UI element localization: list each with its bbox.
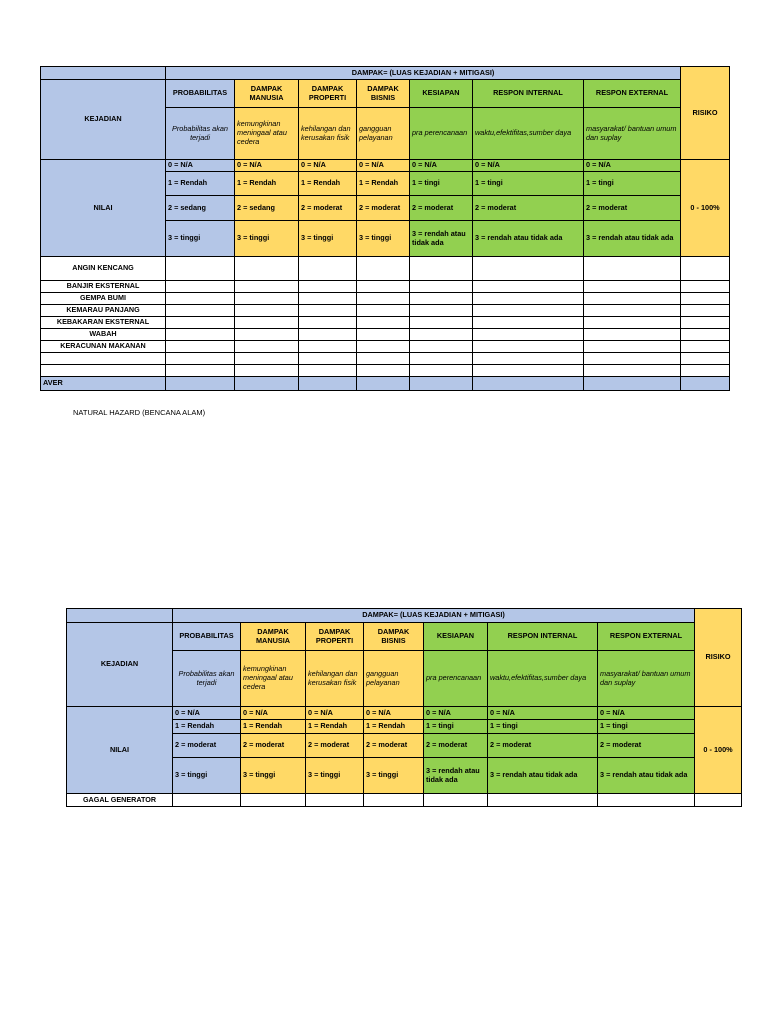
level-cell: 2 = moderat bbox=[241, 734, 306, 758]
table-row bbox=[41, 341, 730, 353]
input-cell[interactable] bbox=[299, 257, 357, 281]
input-cell[interactable] bbox=[410, 353, 473, 365]
level-cell: 1 = Rendah bbox=[364, 720, 424, 734]
input-cell[interactable] bbox=[357, 281, 410, 293]
level-cell: 3 = tinggi bbox=[173, 758, 241, 794]
level-cell: 3 = rendah atau tidak ada bbox=[598, 758, 695, 794]
level-cell: 1 = Rendah bbox=[173, 720, 241, 734]
level-cell: 3 = tinggi bbox=[241, 758, 306, 794]
level-cell: 2 = moderat bbox=[584, 196, 681, 221]
input-cell[interactable] bbox=[681, 305, 730, 317]
event-label: GAGAL GENERATOR bbox=[67, 794, 173, 807]
level-cell: 3 = rendah atau tidak ada bbox=[488, 758, 598, 794]
average-cell[interactable] bbox=[235, 377, 299, 391]
input-cell[interactable] bbox=[166, 305, 235, 317]
input-cell[interactable] bbox=[166, 341, 235, 353]
input-cell[interactable] bbox=[357, 341, 410, 353]
input-cell[interactable] bbox=[410, 293, 473, 305]
dampak-manusia-header: DAMPAK MANUSIA bbox=[235, 80, 299, 108]
respon-external-desc: masyarakat/ bantuan umum dan suplay bbox=[584, 108, 681, 160]
kesiapan-desc: pra perencanaan bbox=[424, 651, 488, 707]
input-cell[interactable] bbox=[357, 317, 410, 329]
input-cell[interactable] bbox=[681, 341, 730, 353]
input-cell[interactable] bbox=[299, 341, 357, 353]
input-cell[interactable] bbox=[473, 281, 584, 293]
dampak-bisnis-header: DAMPAK BISNIS bbox=[364, 623, 424, 651]
input-cell[interactable] bbox=[166, 329, 235, 341]
level-cell: 1 = tingi bbox=[488, 720, 598, 734]
dampak-properti-header: DAMPAK PROPERTI bbox=[299, 80, 357, 108]
level-cell: 2 = moderat bbox=[410, 196, 473, 221]
respon-internal-desc: waktu,efektifitas,sumber daya bbox=[473, 108, 584, 160]
kesiapan-desc: pra perencanaan bbox=[410, 108, 473, 160]
respon-external-header: RESPON EXTERNAL bbox=[584, 80, 681, 108]
event-label: KERACUNAN MAKANAN bbox=[41, 341, 166, 353]
corner-cell bbox=[67, 609, 173, 623]
level-cell: 3 = tinggi bbox=[166, 221, 235, 257]
table-row bbox=[41, 305, 730, 317]
level-cell: 0 = N/A bbox=[410, 160, 473, 172]
respon-external-header: RESPON EXTERNAL bbox=[598, 623, 695, 651]
probabilitas-header: PROBABILITAS bbox=[173, 623, 241, 651]
input-cell[interactable] bbox=[584, 281, 681, 293]
average-cell[interactable] bbox=[357, 377, 410, 391]
input-cell[interactable] bbox=[357, 293, 410, 305]
input-cell[interactable] bbox=[235, 353, 299, 365]
level-cell: 3 = rendah atau tidak ada bbox=[584, 221, 681, 257]
level-cell: 0 = N/A bbox=[598, 707, 695, 720]
input-cell[interactable] bbox=[410, 281, 473, 293]
input-cell[interactable] bbox=[235, 329, 299, 341]
event-label: BANJIR EKSTERNAL bbox=[41, 281, 166, 293]
nilai-label: NILAI bbox=[41, 160, 166, 257]
level-cell: 1 = tingi bbox=[424, 720, 488, 734]
input-cell[interactable] bbox=[235, 305, 299, 317]
level-cell: 3 = tinggi bbox=[235, 221, 299, 257]
level-cell: 0 = N/A bbox=[488, 707, 598, 720]
level-cell: 2 = moderat bbox=[357, 196, 410, 221]
input-cell[interactable] bbox=[410, 317, 473, 329]
probabilitas-desc: Probabilitas akan terjadi bbox=[166, 108, 235, 160]
input-cell[interactable] bbox=[357, 329, 410, 341]
table-row bbox=[67, 794, 742, 807]
input-cell[interactable] bbox=[235, 281, 299, 293]
kesiapan-header: KESIAPAN bbox=[410, 80, 473, 108]
dampak-properti-desc: kehilangan dan kerusakan fisik bbox=[299, 108, 357, 160]
input-cell[interactable] bbox=[235, 341, 299, 353]
average-label: AVER bbox=[41, 377, 166, 391]
probabilitas-header: PROBABILITAS bbox=[166, 80, 235, 108]
level-cell: 3 = tinggi bbox=[357, 221, 410, 257]
average-cell[interactable] bbox=[681, 377, 730, 391]
risiko-range: 0 - 100% bbox=[681, 160, 730, 257]
input-cell[interactable] bbox=[166, 293, 235, 305]
risiko-range: 0 - 100% bbox=[695, 707, 742, 794]
level-cell: 0 = N/A bbox=[299, 160, 357, 172]
event-label: KEBAKARAN EKSTERNAL bbox=[41, 317, 166, 329]
input-cell[interactable] bbox=[584, 293, 681, 305]
level-cell: 2 = sedang bbox=[166, 196, 235, 221]
input-cell[interactable] bbox=[166, 257, 235, 281]
table-row bbox=[41, 257, 730, 281]
input-cell[interactable] bbox=[681, 293, 730, 305]
average-cell[interactable] bbox=[410, 377, 473, 391]
input-cell[interactable] bbox=[681, 281, 730, 293]
level-cell: 0 = N/A bbox=[364, 707, 424, 720]
respon-internal-desc: waktu,efektifitas,sumber daya bbox=[488, 651, 598, 707]
input-cell[interactable] bbox=[410, 341, 473, 353]
input-cell[interactable] bbox=[241, 794, 306, 807]
average-cell[interactable] bbox=[166, 377, 235, 391]
average-cell[interactable] bbox=[584, 377, 681, 391]
dampak-manusia-desc: kemungkinan meningaal atau cedera bbox=[241, 651, 306, 707]
level-cell: 3 = rendah atau tidak ada bbox=[410, 221, 473, 257]
input-cell[interactable] bbox=[681, 317, 730, 329]
nilai-label: NILAI bbox=[67, 707, 173, 794]
level-cell: 3 = rendah atau tidak ada bbox=[473, 221, 584, 257]
input-cell[interactable] bbox=[299, 293, 357, 305]
event-label: KEMARAU PANJANG bbox=[41, 305, 166, 317]
table-row bbox=[41, 329, 730, 341]
respon-external-desc: masyarakat/ bantuan umum dan suplay bbox=[598, 651, 695, 707]
kesiapan-header: KESIAPAN bbox=[424, 623, 488, 651]
table-row bbox=[41, 317, 730, 329]
input-cell[interactable] bbox=[166, 353, 235, 365]
dampak-bisnis-desc: gangguan pelayanan bbox=[357, 108, 410, 160]
input-cell[interactable] bbox=[357, 353, 410, 365]
level-cell: 1 = Rendah bbox=[357, 172, 410, 196]
level-cell: 3 = tinggi bbox=[306, 758, 364, 794]
event-label: GEMPA BUMI bbox=[41, 293, 166, 305]
input-cell[interactable] bbox=[235, 293, 299, 305]
input-cell[interactable] bbox=[598, 794, 695, 807]
input-cell[interactable] bbox=[166, 281, 235, 293]
input-cell[interactable] bbox=[584, 317, 681, 329]
table-row bbox=[41, 365, 730, 377]
risk-table-technology-hazard bbox=[66, 608, 742, 807]
level-cell: 1 = tingi bbox=[473, 172, 584, 196]
event-label: ANGIN KENCANG bbox=[41, 257, 166, 281]
level-cell: 2 = moderat bbox=[424, 734, 488, 758]
level-cell: 0 = N/A bbox=[424, 707, 488, 720]
level-cell: 2 = sedang bbox=[235, 196, 299, 221]
input-cell[interactable] bbox=[410, 329, 473, 341]
input-cell[interactable] bbox=[681, 329, 730, 341]
input-cell[interactable] bbox=[473, 365, 584, 377]
table-row bbox=[41, 281, 730, 293]
input-cell[interactable] bbox=[424, 794, 488, 807]
input-cell[interactable] bbox=[299, 365, 357, 377]
level-cell: 2 = moderat bbox=[473, 196, 584, 221]
input-cell[interactable] bbox=[584, 329, 681, 341]
input-cell[interactable] bbox=[235, 257, 299, 281]
sheet-tab-label: NATURAL HAZARD (BENCANA ALAM) bbox=[66, 405, 212, 420]
input-cell[interactable] bbox=[473, 353, 584, 365]
dampak-bisnis-header: DAMPAK BISNIS bbox=[357, 80, 410, 108]
corner-cell bbox=[41, 67, 166, 80]
level-cell: 1 = Rendah bbox=[306, 720, 364, 734]
input-cell[interactable] bbox=[364, 794, 424, 807]
level-cell: 3 = tinggi bbox=[364, 758, 424, 794]
level-cell: 0 = N/A bbox=[241, 707, 306, 720]
input-cell[interactable] bbox=[173, 794, 241, 807]
kejadian-header: KEJADIAN bbox=[67, 623, 173, 707]
event-rows bbox=[41, 257, 730, 377]
input-cell[interactable] bbox=[235, 365, 299, 377]
input-cell[interactable] bbox=[306, 794, 364, 807]
risk-table-natural-hazard bbox=[40, 66, 730, 391]
dampak-title: DAMPAK= (LUAS KEJADIAN + MITIGASI) bbox=[173, 609, 695, 623]
input-cell[interactable] bbox=[299, 305, 357, 317]
level-cell: 1 = tingi bbox=[584, 172, 681, 196]
input-cell[interactable] bbox=[357, 257, 410, 281]
input-cell[interactable] bbox=[166, 317, 235, 329]
input-cell[interactable] bbox=[473, 293, 584, 305]
level-cell: 0 = N/A bbox=[235, 160, 299, 172]
input-cell[interactable] bbox=[410, 365, 473, 377]
level-cell: 1 = Rendah bbox=[299, 172, 357, 196]
dampak-manusia-desc: kemungkinan meningaal atau cedera bbox=[235, 108, 299, 160]
probabilitas-desc: Probabilitas akan terjadi bbox=[173, 651, 241, 707]
level-cell: 0 = N/A bbox=[166, 160, 235, 172]
input-cell[interactable] bbox=[357, 365, 410, 377]
input-cell[interactable] bbox=[584, 257, 681, 281]
level-cell: 3 = tinggi bbox=[299, 221, 357, 257]
input-cell[interactable] bbox=[473, 329, 584, 341]
input-cell[interactable] bbox=[235, 317, 299, 329]
input-cell[interactable] bbox=[473, 317, 584, 329]
level-cell: 1 = tingi bbox=[598, 720, 695, 734]
event-label: WABAH bbox=[41, 329, 166, 341]
dampak-properti-header: DAMPAK PROPERTI bbox=[306, 623, 364, 651]
event-label bbox=[41, 365, 166, 377]
input-cell[interactable] bbox=[488, 794, 598, 807]
input-cell[interactable] bbox=[473, 257, 584, 281]
input-cell[interactable] bbox=[166, 365, 235, 377]
kejadian-header: KEJADIAN bbox=[41, 80, 166, 160]
level-cell: 1 = Rendah bbox=[241, 720, 306, 734]
level-cell: 0 = N/A bbox=[306, 707, 364, 720]
event-label bbox=[41, 353, 166, 365]
input-cell[interactable] bbox=[695, 794, 742, 807]
level-cell: 1 = Rendah bbox=[166, 172, 235, 196]
input-cell[interactable] bbox=[410, 257, 473, 281]
average-cell[interactable] bbox=[299, 377, 357, 391]
input-cell[interactable] bbox=[681, 353, 730, 365]
input-cell[interactable] bbox=[584, 365, 681, 377]
input-cell[interactable] bbox=[299, 329, 357, 341]
level-cell: 0 = N/A bbox=[584, 160, 681, 172]
level-cell: 2 = moderat bbox=[364, 734, 424, 758]
table-row bbox=[41, 353, 730, 365]
event-rows bbox=[67, 794, 742, 807]
risiko-header: RISIKO bbox=[681, 67, 730, 160]
input-cell[interactable] bbox=[473, 341, 584, 353]
input-cell[interactable] bbox=[584, 305, 681, 317]
input-cell[interactable] bbox=[584, 353, 681, 365]
level-cell: 2 = moderat bbox=[598, 734, 695, 758]
level-cell: 2 = moderat bbox=[299, 196, 357, 221]
level-cell: 1 = tingi bbox=[410, 172, 473, 196]
input-cell[interactable] bbox=[357, 305, 410, 317]
level-cell: 2 = moderat bbox=[488, 734, 598, 758]
respon-internal-header: RESPON INTERNAL bbox=[473, 80, 584, 108]
dampak-properti-desc: kehilangan dan kerusakan fisik bbox=[306, 651, 364, 707]
input-cell[interactable] bbox=[410, 305, 473, 317]
respon-internal-header: RESPON INTERNAL bbox=[488, 623, 598, 651]
input-cell[interactable] bbox=[681, 257, 730, 281]
input-cell[interactable] bbox=[299, 281, 357, 293]
level-cell: 2 = moderat bbox=[173, 734, 241, 758]
table-row bbox=[41, 293, 730, 305]
input-cell[interactable] bbox=[681, 365, 730, 377]
level-cell: 0 = N/A bbox=[357, 160, 410, 172]
level-cell: 2 = moderat bbox=[306, 734, 364, 758]
input-cell[interactable] bbox=[299, 353, 357, 365]
risiko-header: RISIKO bbox=[695, 609, 742, 707]
dampak-bisnis-desc: gangguan pelayanan bbox=[364, 651, 424, 707]
dampak-manusia-header: DAMPAK MANUSIA bbox=[241, 623, 306, 651]
input-cell[interactable] bbox=[584, 341, 681, 353]
level-cell: 3 = rendah atau tidak ada bbox=[424, 758, 488, 794]
average-cell[interactable] bbox=[473, 377, 584, 391]
dampak-title: DAMPAK= (LUAS KEJADIAN + MITIGASI) bbox=[166, 67, 681, 80]
input-cell[interactable] bbox=[299, 317, 357, 329]
level-cell: 0 = N/A bbox=[473, 160, 584, 172]
input-cell[interactable] bbox=[473, 305, 584, 317]
level-cell: 0 = N/A bbox=[173, 707, 241, 720]
level-cell: 1 = Rendah bbox=[235, 172, 299, 196]
